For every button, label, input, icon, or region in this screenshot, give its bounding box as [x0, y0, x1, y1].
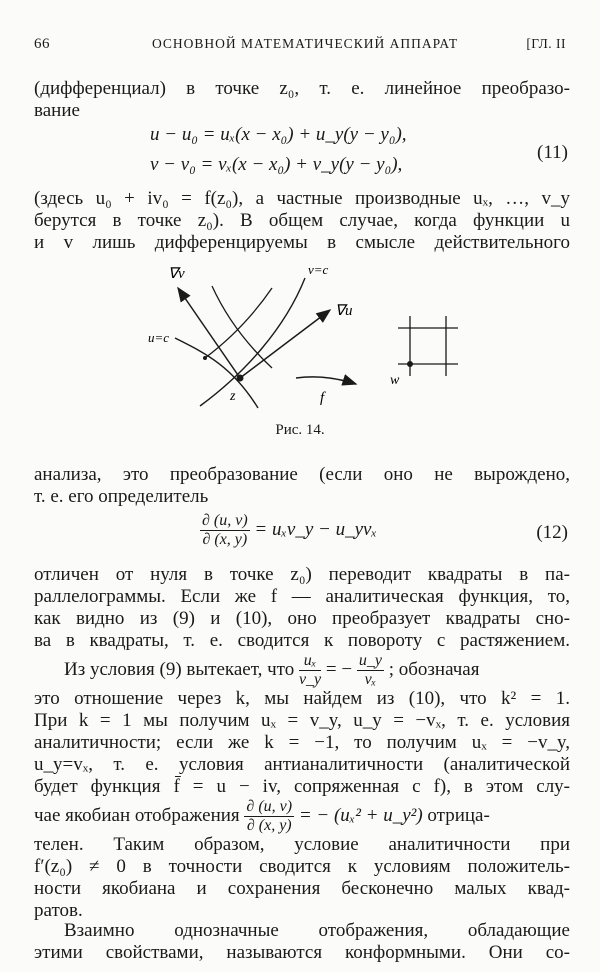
- equation-11-line-2: v − v₀ = vₓ(x − x₀) + v_y(y − y₀),: [150, 154, 403, 175]
- jacobian-fraction-inline: [244, 798, 294, 835]
- paragraph-1: [34, 78, 570, 122]
- running-title: ОСНОВНОЙ МАТЕМАТИЧЕСКИЙ АППАРАТ: [152, 36, 459, 51]
- fraction-denominator: ∂ (x, y): [202, 531, 248, 548]
- paragraph-4: [34, 564, 570, 652]
- fraction-numerator: u_y: [358, 652, 382, 669]
- label-w: w: [390, 373, 400, 388]
- point-small: [203, 356, 207, 360]
- text-line: вание: [34, 100, 80, 121]
- paragraph-5-first-line: [34, 652, 570, 688]
- fraction-uy-vx: [357, 652, 384, 689]
- paragraph-3: [34, 464, 570, 508]
- text-line: как видно из (9) и (10), оно преобразует квадраты сно-: [34, 608, 570, 629]
- text-run: Из условия (9) вытекает, что: [64, 658, 295, 680]
- text-line: и v лишь дифференцируемы в смысле действительного: [34, 232, 570, 253]
- text-line: ности якобиана и сохранения бесконечно малых квад-: [34, 878, 570, 899]
- text-line: отличен от нуля в точке z₀) переводит квадраты в па-: [34, 564, 570, 585]
- figure-14: [0, 258, 600, 418]
- text-line: т. е. его определитель: [34, 486, 209, 507]
- label-u-const: u=c: [148, 330, 170, 345]
- jacobian-fraction: [200, 512, 250, 549]
- fraction-ux-vy: [299, 652, 321, 689]
- equation-12: [200, 512, 377, 549]
- equation-12-rhs: = uₓv_y − u_yvₓ: [254, 518, 377, 540]
- fraction-denominator: v_y: [298, 671, 322, 688]
- fraction-numerator: ∂ (u, v): [246, 798, 293, 815]
- fraction-numerator: uₓ: [299, 652, 321, 671]
- label-f: f: [320, 390, 325, 406]
- point-z: [237, 375, 244, 382]
- fraction-numerator: ∂ (u, v): [202, 512, 248, 529]
- text-run: чае якобиан отображения: [34, 804, 240, 826]
- text-line: этими свойствами, называются конформными. Они со-: [34, 942, 570, 963]
- label-grad-v: ∇v: [168, 266, 185, 282]
- fraction-denominator: vₓ: [364, 671, 377, 688]
- text-line: f′(z₀) ≠ 0 в точности сводится к условиям положитель-: [34, 856, 570, 877]
- grad-v-arrow: [178, 288, 240, 378]
- text-line: ратов.: [34, 900, 83, 921]
- text-line: u_y=vₓ, т. е. условия антианалитичности (аналитической: [34, 754, 570, 775]
- label-z: z: [230, 389, 236, 404]
- paragraph-5-tail: [34, 834, 570, 922]
- text-line: это отношение через k, мы найдем из (10), что k² = 1.: [34, 688, 570, 709]
- text-line: телен. Таким образом, условие аналитичности при: [34, 834, 570, 855]
- mapping-arrow-f: [296, 377, 356, 384]
- running-header: [34, 36, 566, 58]
- figure-caption: Рис. 14.: [275, 422, 325, 438]
- equation-11-line-1: u − u₀ = uₓ(x − x₀) + u_y(y − y₀),: [150, 124, 407, 145]
- page-number: 66: [34, 36, 50, 52]
- text-line: берутся в точке z₀). В общем случае, когда функции u: [34, 210, 570, 231]
- text-line: (здесь u₀ + iv₀ = f(z₀), а частные производные uₓ, …, v_y: [34, 188, 570, 209]
- grad-u-arrow: [240, 310, 330, 378]
- paragraph-2: [34, 188, 570, 254]
- text-line: аналитичности; если же k = −1, то получим uₓ = −v_y,: [34, 732, 570, 753]
- text-line: При k = 1 мы получим uₓ = v_y, u_y = −vₓ, т. е. условия: [34, 710, 570, 731]
- equation-number-11: (11): [537, 142, 568, 163]
- equation-number-12: (12): [536, 522, 568, 543]
- text-line: ва в квадраты, т. е. сводится к повороту с растяжением.: [34, 630, 570, 651]
- chapter-label: [ГЛ. II: [526, 36, 566, 51]
- point-w: [407, 361, 413, 367]
- curve-cross-1: [212, 286, 272, 368]
- text-run: = − (uₓ² + u_y²): [298, 804, 423, 826]
- paragraph-6: [34, 920, 570, 964]
- text-line: анализа, это преобразование (если оно не вырождено,: [34, 464, 570, 485]
- text-line: раллелограммы. Если же f — аналитическая функция, то,: [34, 586, 570, 607]
- text-run: = −: [325, 658, 353, 680]
- label-grad-u: ∇u: [335, 303, 353, 319]
- fraction-denominator: ∂ (x, y): [246, 817, 292, 834]
- label-v-const: v=c: [308, 262, 329, 277]
- text-run: отрица-: [427, 804, 490, 826]
- text-run: ; обозначая: [388, 658, 480, 680]
- paragraph-5-body: [34, 688, 570, 798]
- text-line: Взаимно однозначные отображения, обладающие: [64, 920, 570, 941]
- paragraph-5-jacobian-line: [34, 798, 570, 834]
- text-line: будет функция f̄ = u − iv, сопряженная с f), в этом слу-: [34, 776, 570, 797]
- text-line: (дифференциал) в точке z₀, т. е. линейное преобразо-: [34, 78, 570, 99]
